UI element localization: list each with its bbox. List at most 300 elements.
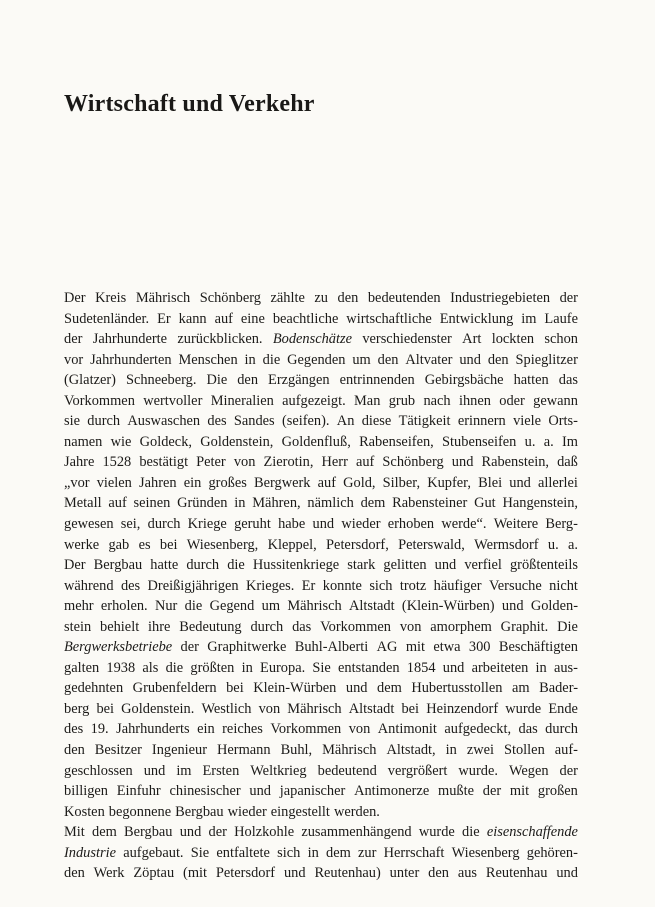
word: des <box>64 721 84 738</box>
word: Der <box>64 557 86 574</box>
word: u. <box>524 433 536 450</box>
word: bei <box>159 536 178 553</box>
word: hatte <box>150 557 179 574</box>
word: Menschen <box>178 351 238 368</box>
word: arbeiteten <box>471 659 529 676</box>
word: den <box>428 865 449 882</box>
word: Dreißigjährigen <box>147 577 239 594</box>
word: „vor <box>64 474 90 491</box>
word: galten <box>64 659 100 676</box>
word: bedeutend <box>317 762 377 779</box>
word: wurde <box>505 700 542 717</box>
word: in <box>244 351 256 368</box>
word: geschlossen <box>64 762 133 779</box>
word: als <box>142 659 159 676</box>
word: der <box>180 639 199 656</box>
text-line <box>64 514 578 535</box>
word: unter <box>389 865 420 882</box>
word: wieder <box>227 803 267 820</box>
word: das <box>292 618 312 635</box>
word: nämlich <box>307 495 354 512</box>
word: der <box>208 824 227 841</box>
word: Gold, <box>343 474 376 491</box>
word: Besitzer <box>94 742 142 759</box>
word: entstanden <box>338 659 400 676</box>
word: bedeutenden <box>367 290 441 306</box>
word: der <box>482 783 502 800</box>
word: und <box>451 454 474 471</box>
word: Werk <box>93 865 125 882</box>
word: Mährisch <box>135 290 191 306</box>
word: zählte <box>270 290 305 306</box>
word: auf <box>355 454 375 471</box>
word: nach <box>423 392 451 409</box>
word: das <box>558 372 578 389</box>
word: Peterswald, <box>398 536 465 553</box>
word: das <box>518 721 538 738</box>
text-line <box>64 740 578 761</box>
word: Wermsdorf <box>474 536 539 553</box>
word: Gebirgsbäche <box>424 372 504 389</box>
word: Schneeberg. <box>125 372 197 389</box>
word: im <box>176 762 192 779</box>
word: im <box>521 310 537 327</box>
word: werke <box>64 536 100 553</box>
word: gewesen <box>64 516 114 533</box>
word: zur <box>358 844 377 861</box>
word: aufgebaut. <box>123 844 184 861</box>
word: zurückblicken. <box>177 331 263 348</box>
word: werden. <box>333 803 380 820</box>
word: in <box>234 495 246 512</box>
word: den <box>337 290 359 306</box>
word: durch <box>250 618 284 635</box>
word: Die <box>206 372 228 389</box>
word: erinnern <box>457 413 506 430</box>
word: großen <box>537 783 578 800</box>
body-text <box>64 288 578 884</box>
word: chinesischer <box>169 783 241 800</box>
text-line <box>64 699 578 720</box>
word: in <box>307 844 319 861</box>
word: Mährisch <box>287 700 342 717</box>
word: Golden- <box>530 598 578 615</box>
word: bei <box>401 700 420 717</box>
word: Kupfer, <box>427 474 471 491</box>
word: Auswaschen <box>127 413 201 430</box>
word: lockten <box>491 331 535 348</box>
word: Die <box>557 618 578 635</box>
word: Wiesenberg <box>451 844 520 861</box>
word: in <box>535 659 547 676</box>
word: Bergwerksbetriebe <box>64 639 173 656</box>
word: ein <box>197 721 215 738</box>
word: den <box>64 865 85 882</box>
word: Altvater <box>405 351 453 368</box>
word: Industrie <box>64 844 116 861</box>
word: zwei <box>466 742 494 759</box>
word: mußte <box>438 783 474 800</box>
word: Bergbau <box>124 824 173 841</box>
word: eisenschaffende <box>486 824 578 841</box>
word: Einfuhr <box>116 783 161 800</box>
word: und <box>556 865 578 882</box>
word: in <box>445 742 457 759</box>
word: Vorkommen <box>270 721 342 738</box>
word: allerlei <box>537 474 578 491</box>
text-line <box>64 822 578 843</box>
word: des <box>120 577 141 594</box>
word: diese <box>361 413 392 430</box>
word: Heinzendorf <box>426 700 499 717</box>
word: a. <box>567 536 578 553</box>
word: Orts- <box>548 413 578 430</box>
word: oder <box>499 392 525 409</box>
word: Industriegebieten <box>450 290 551 306</box>
word: Rabensteiner <box>392 495 468 512</box>
word: mit <box>509 783 530 800</box>
word: bei <box>96 700 115 717</box>
word: schon <box>544 331 578 348</box>
word: Rabenseifen, <box>359 433 434 450</box>
word: 1528 <box>102 454 132 471</box>
word: dem <box>360 495 386 512</box>
word: Bodenschätze <box>272 331 352 348</box>
word: Wegen <box>508 762 549 779</box>
text-line <box>64 658 578 679</box>
text-line <box>64 637 578 658</box>
word: daß <box>557 454 578 471</box>
word: und <box>442 659 465 676</box>
word: zu <box>314 290 329 306</box>
word: viele <box>513 413 542 430</box>
word: Silber, <box>382 474 421 491</box>
word: Goldenstein. <box>121 700 195 717</box>
word: während <box>64 577 114 594</box>
word: zusammenhängend <box>301 824 412 841</box>
word: Hangenstein, <box>502 495 578 512</box>
word: des <box>207 413 227 430</box>
word: den <box>64 742 85 759</box>
word: 1854 <box>406 659 436 676</box>
word: bestätigt <box>139 454 189 471</box>
word: den <box>237 372 259 389</box>
word: behielt <box>100 618 140 635</box>
word: Hubertusstollen <box>411 680 503 697</box>
word: gewann <box>533 392 578 409</box>
word: Sie <box>312 659 331 676</box>
word: durch <box>186 557 220 574</box>
word: um <box>261 598 281 615</box>
word: sich <box>277 844 301 861</box>
word: auf- <box>554 742 578 759</box>
word: Weitere <box>493 516 539 533</box>
word: auf <box>317 474 336 491</box>
word: Reutenhau <box>485 865 548 882</box>
word: wertvoller <box>143 392 203 409</box>
word: Gegend <box>209 598 255 615</box>
word: Tätigkeit <box>398 413 451 430</box>
word: Bedeutung <box>179 618 242 635</box>
word: es <box>138 536 151 553</box>
word: Herrschaft <box>383 844 445 861</box>
word: Grubenfeldern <box>132 680 217 697</box>
word: kann <box>178 310 207 327</box>
word: wie <box>110 433 132 450</box>
word: Reutenhau) <box>314 865 381 882</box>
word: der <box>559 290 578 306</box>
word: grub <box>388 392 416 409</box>
text-line <box>64 617 578 638</box>
text-line <box>64 843 578 864</box>
word: bei <box>226 680 244 697</box>
word: Hussitenkriege <box>252 557 340 574</box>
word: Petersdorf <box>215 865 276 882</box>
word: Metall <box>64 495 102 512</box>
word: von <box>258 700 281 717</box>
text-line <box>64 432 578 453</box>
word: Sudetenländer. <box>64 310 150 327</box>
word: Schönberg <box>199 290 261 306</box>
text-line <box>64 781 578 802</box>
word: erholen. <box>100 598 148 615</box>
word: entfaltete <box>216 844 270 861</box>
word: Zierotin, <box>263 454 314 471</box>
word: von <box>348 721 371 738</box>
word: Hermann <box>217 742 271 759</box>
word: vergrößert <box>387 762 448 779</box>
word: den <box>487 351 509 368</box>
word: Laufe <box>544 310 578 327</box>
word: begonnene <box>108 803 172 820</box>
word: Gut <box>474 495 496 512</box>
word: um <box>352 351 371 368</box>
word: reiches <box>222 721 263 738</box>
word: werde“. <box>441 516 487 533</box>
word: billigen <box>64 783 108 800</box>
word: (mit <box>183 865 208 882</box>
word: und <box>459 351 481 368</box>
word: Sandes <box>233 413 275 430</box>
word: Herr <box>321 454 348 471</box>
text-line <box>64 596 578 617</box>
word: großes <box>208 474 247 491</box>
word: Stollen <box>503 742 545 759</box>
word: amorphem <box>430 618 492 635</box>
word: Versuche <box>489 577 542 594</box>
word: von <box>399 618 422 635</box>
word: u. <box>547 536 559 553</box>
word: vielen <box>96 474 132 491</box>
word: gab <box>108 536 130 553</box>
word: Altstadt, <box>386 742 436 759</box>
word: und <box>501 598 524 615</box>
word: Antimonerze <box>354 783 430 800</box>
word: dem <box>377 680 402 697</box>
word: Gegenden <box>287 351 346 368</box>
text-line <box>64 535 578 556</box>
text-line <box>64 678 578 699</box>
word: Er <box>157 310 171 327</box>
word: Petersdorf, <box>326 536 389 553</box>
word: Kleppel, <box>267 536 317 553</box>
word: Vorkommen <box>64 392 135 409</box>
word: und <box>312 516 335 533</box>
text-line <box>64 719 578 740</box>
word: Graphit. <box>500 618 549 635</box>
word: beachtliche <box>272 310 339 327</box>
word: Nur <box>154 598 178 615</box>
word: wieder <box>341 516 381 533</box>
word: namen <box>64 433 103 450</box>
word: japanischer <box>279 783 346 800</box>
word: Mineralien <box>210 392 274 409</box>
word: Klein-Würben <box>253 680 337 697</box>
word: Art <box>462 331 482 348</box>
word: AG <box>376 639 398 656</box>
word: geruht <box>234 516 271 533</box>
word: Stubenseifen <box>442 433 517 450</box>
word: die <box>227 557 245 574</box>
text-line <box>64 370 578 391</box>
word: aufgezeigt. <box>282 392 346 409</box>
word: durch <box>147 516 181 533</box>
word: gelitten <box>383 557 427 574</box>
word: Jahren <box>139 474 177 491</box>
word: Berg- <box>545 516 578 533</box>
word: Spieglitzer <box>515 351 578 368</box>
text-line <box>64 350 578 371</box>
word: Blei <box>478 474 503 491</box>
word: wurde. <box>458 762 498 779</box>
word: mehr <box>64 598 94 615</box>
word: Jahre <box>64 454 95 471</box>
word: Ingenieur <box>151 742 208 759</box>
word: aus- <box>553 659 578 676</box>
text-line <box>64 288 578 309</box>
word: Mit <box>64 824 85 841</box>
word: Bergwerk <box>253 474 311 491</box>
word: mit <box>405 639 426 656</box>
text-line <box>64 555 578 576</box>
word: die <box>184 598 203 615</box>
word: Westlich <box>201 700 252 717</box>
word: aus <box>457 865 477 882</box>
word: Graphitwerke <box>207 639 287 656</box>
word: a. <box>543 433 554 450</box>
word: 1938 <box>106 659 136 676</box>
word: sei, <box>120 516 141 533</box>
word: größten <box>190 659 235 676</box>
word: durch <box>87 413 121 430</box>
word: in <box>241 659 253 676</box>
word: Bergbau <box>175 803 224 820</box>
word: dem <box>326 844 351 861</box>
word: An <box>336 413 355 430</box>
text-line <box>64 473 578 494</box>
word: auf <box>214 310 233 327</box>
word: größtenteils <box>509 557 578 574</box>
word: und <box>249 783 271 800</box>
word: den <box>377 351 399 368</box>
word: trotz <box>399 577 427 594</box>
word: verschiedenster <box>362 331 452 348</box>
word: und <box>345 680 368 697</box>
page-title: Wirtschaft und Verkehr <box>64 91 315 118</box>
word: Buhl-Alberti <box>294 639 369 656</box>
word: Weltkrieg <box>250 762 307 779</box>
word: Mährisch <box>322 742 377 759</box>
text-line <box>64 493 578 514</box>
word: dem <box>92 824 117 841</box>
word: Sie <box>190 844 210 861</box>
word: auf <box>108 495 127 512</box>
word: erhoben <box>387 516 435 533</box>
word: Er <box>301 577 316 594</box>
word: verfiel <box>464 557 502 574</box>
word: Krieges. <box>246 577 295 594</box>
word: Altstadt <box>349 598 395 615</box>
word: Jahrhunderten <box>90 351 172 368</box>
word: (Glatzer) <box>64 372 116 389</box>
word: Der <box>64 290 86 306</box>
word: sich <box>369 577 393 594</box>
word: von <box>233 454 256 471</box>
word: 19. <box>90 721 109 738</box>
word: Goldenfluß, <box>281 433 351 450</box>
word: Kriege <box>187 516 227 533</box>
word: und <box>509 474 531 491</box>
word: durch <box>545 721 578 738</box>
word: Man <box>354 392 381 409</box>
text-line <box>64 391 578 412</box>
word: Antimonit <box>377 721 437 738</box>
word: Buhl, <box>280 742 313 759</box>
word: Jahrhunderts <box>116 721 190 738</box>
word: Ende <box>548 700 578 717</box>
word: Bergbau <box>93 557 143 574</box>
word: stark <box>347 557 376 574</box>
word: Ersten <box>202 762 240 779</box>
word: Im <box>561 433 578 450</box>
text-line <box>64 452 578 473</box>
word: die <box>165 659 184 676</box>
word: Entwicklung <box>439 310 514 327</box>
word: eine <box>240 310 265 327</box>
word: wirtschaftliche <box>346 310 432 327</box>
word: häufiger <box>433 577 482 594</box>
word: ihre <box>148 618 171 635</box>
word: Kreis <box>95 290 127 306</box>
word: Peter <box>196 454 226 471</box>
word: wurde <box>418 824 455 841</box>
word: Rabenstein, <box>481 454 550 471</box>
word: der <box>559 762 578 779</box>
text-line <box>64 863 578 884</box>
text-line <box>64 576 578 597</box>
word: Holzkohle <box>234 824 295 841</box>
word: und <box>143 762 166 779</box>
word: Kosten <box>64 803 105 820</box>
text-line <box>64 411 578 432</box>
text-line <box>64 761 578 782</box>
word: gehören- <box>526 844 578 861</box>
word: ihnen <box>458 392 491 409</box>
word: Schönberg <box>382 454 444 471</box>
word: Altstadt <box>348 700 395 717</box>
word: berg <box>64 700 90 717</box>
text-line <box>64 802 578 823</box>
